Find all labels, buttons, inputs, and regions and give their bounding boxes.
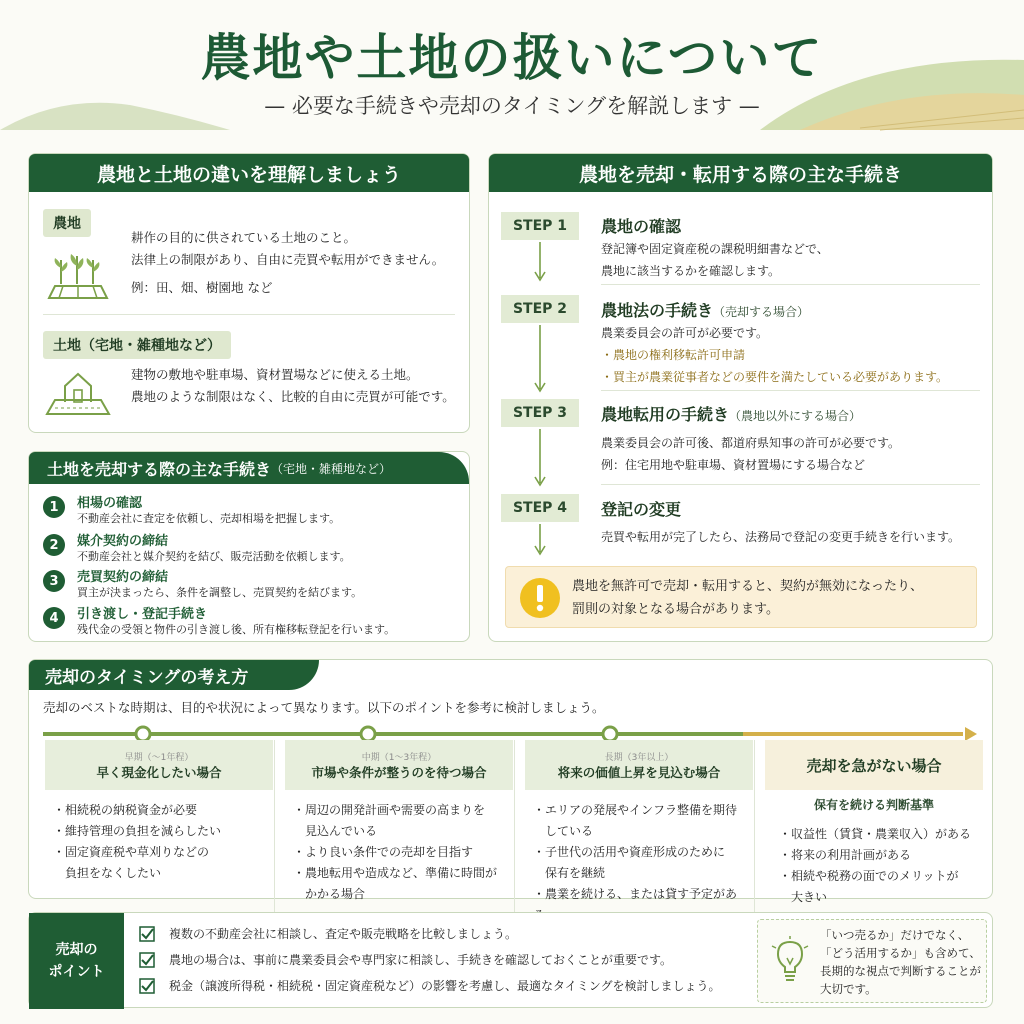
point-item bbox=[139, 925, 517, 942]
farmland-line: 耕作の目的に供されている土地のこと。 bbox=[131, 230, 357, 245]
step-number: 2 bbox=[43, 534, 65, 556]
checkbox-icon bbox=[139, 926, 155, 942]
land-line: 農地のような制限はなく、比較的自由に売買が可能です。 bbox=[131, 389, 455, 404]
list-item: 負担をなくしたい bbox=[53, 866, 162, 880]
tip-box bbox=[757, 919, 987, 1003]
list-item: 大きい bbox=[779, 890, 828, 904]
point-item bbox=[139, 951, 672, 968]
list-item: 保有を継続 bbox=[533, 866, 606, 880]
list-item: ・より良い条件での売却を目指す bbox=[293, 845, 474, 859]
timing-period: 中期（1〜3年程） bbox=[361, 752, 437, 763]
timing-intro: 売却のベストな時期は、目的や状況によって異なります。以下のポイントを参考に検討しましょう。 bbox=[43, 700, 605, 715]
land-sale-panel bbox=[28, 451, 470, 642]
step-number: 4 bbox=[43, 607, 65, 629]
farm-procedure-heading bbox=[489, 154, 992, 192]
difference-panel bbox=[28, 153, 470, 433]
step-title-text: 農地法の手続き bbox=[601, 301, 714, 320]
timing-column-head bbox=[285, 740, 513, 790]
land-sale-heading-text: 土地を売却する際の主な手続き bbox=[47, 459, 272, 479]
land-step-title: 媒介契約の締結 bbox=[77, 534, 169, 549]
list-item: ・エリアの発展やインフラ整備を期待 bbox=[533, 803, 738, 817]
step-number: 1 bbox=[43, 496, 65, 518]
farmland-line: 例：田、畑、樹園地 など bbox=[131, 280, 273, 295]
timing-heading bbox=[29, 660, 319, 690]
land-step-title: 引き渡し・登記手続き bbox=[77, 607, 208, 622]
step-title bbox=[601, 497, 681, 520]
step-title bbox=[601, 298, 809, 321]
step-title-note: （農地以外にする場合） bbox=[729, 409, 862, 423]
timing-column-subtitle: 保有を続ける判断基準 bbox=[813, 798, 934, 812]
step-line: 登記簿や固定資産税の課税明細書などで、 bbox=[601, 242, 829, 256]
land-description bbox=[131, 364, 455, 408]
tip-line: 「いつ売るか」だけでなく、 bbox=[820, 928, 970, 942]
farm-procedure-heading-text: 農地を売却・転用する際の主な手続き bbox=[578, 163, 902, 186]
timing-period: 長期（3年以上） bbox=[604, 752, 674, 763]
step-title-text: 農地の確認 bbox=[601, 217, 682, 236]
step-title bbox=[601, 402, 861, 425]
step-title-note: （売却する場合） bbox=[713, 305, 810, 319]
step-description bbox=[601, 238, 829, 282]
point-text: 税金（譲渡所得税・相続税・固定資産税など）の影響を考慮し、最適なタイミングを検討しましょう。 bbox=[169, 979, 721, 993]
checkbox-icon bbox=[139, 978, 155, 994]
points-label-text: ポイント bbox=[48, 964, 105, 980]
step-label: STEP 1 bbox=[501, 212, 579, 240]
step-title bbox=[601, 214, 681, 237]
land-sale-heading-note: （宅地・雑種地など） bbox=[271, 461, 392, 476]
list-item: ・将来の利用計画がある bbox=[779, 848, 912, 862]
page-subtitle: — 必要な手続きや売却のタイミングを解説します — bbox=[264, 94, 760, 118]
step-highlight: ・農地の権利移転許可申請 bbox=[601, 348, 746, 362]
timing-column-title: 早く現金化したい場合 bbox=[96, 764, 222, 780]
timing-list bbox=[293, 800, 507, 905]
land-step-desc: 不動産会社と媒介契約を結び、販売活動を依頼します。 bbox=[77, 550, 351, 563]
divider bbox=[601, 284, 980, 285]
timing-column-title: 売却を急がない場合 bbox=[806, 756, 942, 775]
timing-list bbox=[53, 800, 267, 884]
step-title-text: 農地転用の手続き bbox=[601, 405, 730, 424]
step-line: 農地に該当するかを確認します。 bbox=[601, 264, 781, 278]
step-description bbox=[601, 526, 960, 548]
step-arrow-icon bbox=[534, 429, 546, 489]
land-line: 建物の敷地や駐車場、資材置場などに使える土地。 bbox=[131, 367, 419, 382]
difference-heading bbox=[29, 154, 469, 192]
land-step-title: 売買契約の締結 bbox=[77, 570, 169, 585]
step-line: 農業委員会の許可後、都道府県知事の許可が必要です。 bbox=[601, 436, 901, 450]
land-step-desc: 買主が決まったら、条件を調整し、売買契約を結びます。 bbox=[77, 586, 363, 599]
list-item: ・収益性（賃貸・農業収入）がある bbox=[779, 827, 972, 841]
points-label-text: 売却の bbox=[55, 942, 98, 958]
warning-text bbox=[572, 575, 923, 621]
list-item: ・相続税の納税資金が必要 bbox=[53, 803, 198, 817]
lightbulb-icon bbox=[770, 936, 810, 986]
checkbox-icon bbox=[139, 952, 155, 968]
warning-line: 農地を無許可で売却・転用すると、契約が無効になったり、 bbox=[572, 579, 924, 594]
divider bbox=[43, 314, 455, 315]
timing-column-head bbox=[525, 740, 753, 790]
divider bbox=[601, 484, 980, 485]
step-line: 売買や転用が完了したら、法務局で登記の変更手続きを行います。 bbox=[601, 530, 961, 544]
step-description bbox=[601, 322, 948, 388]
divider bbox=[601, 390, 980, 391]
step-label: STEP 2 bbox=[501, 295, 579, 323]
list-item: ・固定資産税や草刈りなどの bbox=[53, 845, 210, 859]
warning-line: 罰則の対象となる場合があります。 bbox=[572, 602, 779, 617]
tip-line: 「どう活用するか」も含めて、 bbox=[820, 946, 981, 960]
difference-heading-text: 農地と土地の違いを理解しましょう bbox=[96, 163, 401, 186]
farm-procedure-panel bbox=[488, 153, 993, 642]
list-item: ・農業を続ける、または貸す予定があ bbox=[533, 887, 738, 901]
timing-period: 早期（〜1年程） bbox=[124, 752, 194, 763]
timing-heading-text: 売却のタイミングの考え方 bbox=[45, 667, 249, 688]
farmland-plants-icon bbox=[43, 246, 113, 302]
list-item: かかる場合 bbox=[293, 887, 366, 901]
step-label: STEP 3 bbox=[501, 399, 579, 427]
farmland-line: 法律上の制限があり、自由に売買や転用ができません。 bbox=[131, 252, 445, 267]
land-step-title: 相場の確認 bbox=[77, 496, 143, 511]
page-title: 農地や土地の扱いについて bbox=[200, 29, 824, 87]
point-text: 農地の場合は、事前に農業委員会や専門家に相談し、手続きを確認しておくことが重要です。 bbox=[169, 953, 673, 967]
land-tag: 土地（宅地・雑種地など） bbox=[43, 331, 231, 359]
timing-column-head bbox=[45, 740, 273, 790]
farmland-description bbox=[131, 227, 444, 299]
step-line: 例：住宅用地や駐車場、資材置場にする場合など bbox=[601, 458, 866, 472]
land-step-desc: 不動産会社に査定を依頼し、売却相場を把握します。 bbox=[77, 512, 341, 525]
step-number: 3 bbox=[43, 570, 65, 592]
step-label: STEP 4 bbox=[501, 494, 579, 522]
tip-line: 大切です。 bbox=[820, 982, 877, 996]
list-item: ・周辺の開発計画や需要の高まりを bbox=[293, 803, 486, 817]
warning-icon bbox=[518, 576, 562, 620]
land-sale-heading bbox=[29, 452, 469, 484]
timing-list bbox=[779, 824, 993, 908]
farmland-tag: 農地 bbox=[43, 209, 91, 237]
point-text: 複数の不動産会社に相談し、査定や販売戦略を比較しましょう。 bbox=[169, 927, 518, 941]
points-label bbox=[29, 913, 124, 1009]
land-step-desc: 残代金の受領と物件の引き渡し後、所有権移転登記を行います。 bbox=[77, 623, 396, 636]
list-item: ・維持管理の負担を減らしたい bbox=[53, 824, 222, 838]
step-highlight: ・買主が農業従事者などの要件を満たしている必要があります。 bbox=[601, 370, 949, 384]
list-item: ・子世代の活用や資産形成のために bbox=[533, 845, 726, 859]
timing-panel bbox=[28, 659, 993, 904]
timing-column-title: 将来の価値上昇を見込む場合 bbox=[557, 764, 721, 780]
warning-box bbox=[505, 566, 977, 628]
timing-column-title: 市場や条件が整うのを待つ場合 bbox=[311, 764, 487, 780]
points-panel bbox=[28, 912, 993, 1008]
point-item bbox=[139, 977, 721, 994]
step-arrow-icon bbox=[534, 325, 546, 395]
step-title-text: 登記の変更 bbox=[601, 500, 682, 519]
step-description bbox=[601, 432, 900, 476]
list-item: 見込んでいる bbox=[293, 824, 378, 838]
list-item: ・農地転用や造成など、準備に時間が bbox=[293, 866, 498, 880]
list-item: している bbox=[533, 824, 594, 838]
list-item: ・相続や税務の面でのメリットが bbox=[779, 869, 959, 883]
tip-line: 長期的な視点で判断することが bbox=[820, 964, 981, 978]
step-arrow-icon bbox=[534, 242, 546, 284]
tip-text bbox=[820, 926, 981, 998]
step-arrow-icon bbox=[534, 524, 546, 558]
house-icon bbox=[43, 366, 113, 418]
timing-list bbox=[533, 800, 747, 926]
step-line: 農業委員会の許可が必要です。 bbox=[601, 326, 769, 340]
timing-column-head bbox=[765, 740, 983, 790]
